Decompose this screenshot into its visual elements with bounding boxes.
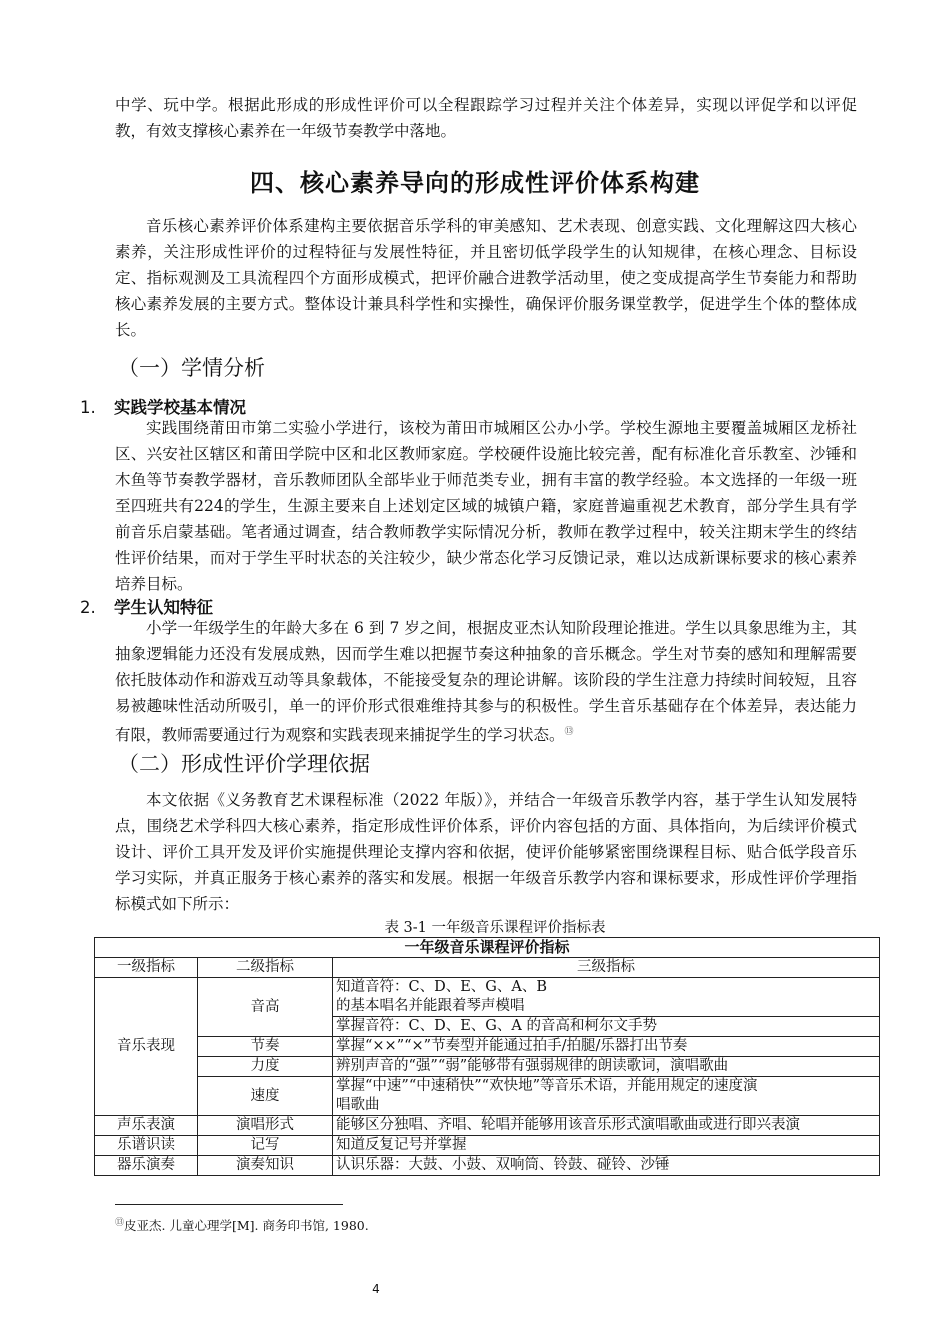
table-title: 一年级音乐课程评价指标 — [95, 938, 880, 958]
table-row — [95, 1077, 880, 1116]
cognition-text: 小学一年级学生的年龄大多在 6 到 7 岁之间，根据皮亚杰认知阶段理论推进。学生以具象思维为主，其抽象逻辑能力还没有发展成熟，因而学生难以把握节奏这种抽象的音乐概念。学生对节奏的感知和理解需要依托肢体动作和游戏互动等具象载体，不能接受复杂的理论讲解。该阶段的学生注意力持续时间较短，且容易被趣味性活动所吸引，单一的评价形式很难维持其参与的积极性。学生音乐基础存在个体差异，表达能力有限，教师需要通过行为观察和实践表现来捕捉学生的学习状态。 — [115, 619, 857, 745]
level3-cell — [333, 1077, 880, 1116]
table-row — [95, 1156, 880, 1176]
section-paragraph: 音乐核心素养评价体系建构主要依据音乐学科的审美感知、艺术表现、创意实践、文化理解这四大核心素养，关注形成性评价的过程特征与发展性特征，并且密切低学段学生的认知规律，在核心理念、目标设定、指标观测及工具流程四个方面形成模式，把评价融合进教学活动里，使之变成提高学生节奏能力和帮助核心素养发展的主要方式。整体设计兼具科学性和实操性，确保评价服务课堂教学，促进学生个体的整体成长。 — [115, 217, 857, 339]
page-number: 4 — [372, 1282, 380, 1296]
table-row — [95, 1037, 880, 1057]
level2-cell: 演唱形式 — [198, 1116, 333, 1136]
table-caption: 表 3-1 一年级音乐课程评价指标表 — [384, 920, 606, 936]
subsection-title-1: （一）学情分析 — [118, 356, 265, 380]
item-title: 学生认知特征 — [114, 598, 213, 617]
intro-paragraph: 中学、玩中学。根据此形成的形成性评价可以全程跟踪学习过程并关注个体差异，实现以评促学和以评促教，有效支撑核心素养在一年级节奏教学中落地。 — [115, 96, 857, 140]
level3-cell: 掌握音符：C、D、E、G、A 的音高和柯尔文手势 — [333, 1017, 880, 1037]
level3-cell: 掌握“××”“×”节奏型并能通过拍手/拍腿/乐器打出节奏 — [333, 1037, 880, 1057]
item-number: 1. — [80, 398, 96, 417]
level3-line: 唱歌曲 — [336, 1097, 380, 1113]
level2-cell: 音高 — [198, 978, 333, 1037]
level2-cell: 速度 — [198, 1077, 333, 1116]
table-row — [95, 1116, 880, 1136]
footnote-reference: ⑬ — [564, 727, 574, 737]
item-title: 实践学校基本情况 — [114, 398, 246, 417]
level1-cell: 乐谱识读 — [95, 1136, 198, 1156]
footnote — [115, 1215, 369, 1234]
level3-cell: 认识乐器：大鼓、小鼓、双响筒、铃鼓、碰铃、沙锤 — [333, 1156, 880, 1176]
column-header: 一级指标 — [95, 958, 198, 978]
table-row — [95, 978, 880, 1017]
subsection-title-2: （二）形成性评价学理依据 — [118, 752, 370, 776]
table-header-row — [95, 958, 880, 978]
level3-line: 的基本唱名并能跟着琴声模唱 — [336, 998, 525, 1014]
level2-cell: 力度 — [198, 1057, 333, 1077]
footnote-divider — [115, 1204, 343, 1205]
table-row — [95, 1057, 880, 1077]
table-title-row — [95, 938, 880, 958]
section-title: 四、核心素养导向的形成性评价体系构建 — [250, 169, 700, 197]
level3-cell — [333, 978, 880, 1017]
level1-cell: 音乐表现 — [95, 978, 198, 1116]
column-header: 三级指标 — [333, 958, 880, 978]
cognition-paragraph — [115, 615, 857, 748]
level3-line: 知道音符：C、D、E、G、A、B — [336, 979, 548, 995]
level3-cell: 辨别声音的“强”“弱”能够带有强弱规律的朗读歌词，演唱歌曲 — [333, 1057, 880, 1077]
level2-cell: 节奏 — [198, 1037, 333, 1057]
evaluation-indicator-table — [94, 937, 880, 1176]
table-row — [95, 1136, 880, 1156]
level1-cell: 声乐表演 — [95, 1116, 198, 1136]
level1-cell: 器乐演奏 — [95, 1156, 198, 1176]
level3-cell: 能够区分独唱、齐唱、轮唱并能够用该音乐形式演唱歌曲或进行即兴表演 — [333, 1116, 880, 1136]
column-header: 二级指标 — [198, 958, 333, 978]
level3-line: 掌握“中速”“中速稍快”“欢快地”等音乐术语，并能用规定的速度演 — [336, 1078, 758, 1094]
footnote-text: 皮亚杰. 儿童心理学[M]. 商务印书馆, 1980. — [124, 1218, 369, 1234]
school-info-paragraph: 实践围绕莆田市第二实验小学进行，该校为莆田市城厢区公办小学。学校生源地主要覆盖城厢区龙桥社区、兴安社区辖区和莆田学院中区和北区教师家庭。学校硬件设施比较完善，配有标准化音乐教室、沙锤和木鱼等节奏教学器材，音乐教师团队全部毕业于师范类专业，拥有丰富的教学经验。本文选择的一年级一班至四班共有224的学生，生源主要来自上述划定区域的城镇户籍，家庭普遍重视艺术教育，部分学生具有学前音乐启蒙基础。笔者通过调查，结合教师教学实际情况分析，教师在教学过程中，较关注期末学生的终结性评价结果，而对于学生平时状态的关注较少，缺少常态化学习反馈记录，难以达成新课标要求的核心素养培养目标。 — [115, 419, 857, 593]
level3-cell: 知道反复记号并掌握 — [333, 1136, 880, 1156]
basis-paragraph: 本文依据《义务教育艺术课程标准（2022 年版）》，并结合一年级音乐教学内容，基于学生认知发展特点，围绕艺术学科四大核心素养，指定形成性评价体系，评价内容包括的方面、具体指向，为后续评价模式设计、评价工具开发及评价实施提供理论支撑内容和依据，使评价能够紧密围绕课程目标、贴合低学段音乐学习实际，并真正服务于核心素养的落实和发展。根据一年级音乐教学内容和课标要求，形成性评价学理指标模式如下所示： — [115, 791, 857, 913]
footnote-mark: ⑬ — [115, 1218, 125, 1228]
item-number: 2. — [80, 598, 96, 617]
level2-cell: 演奏知识 — [198, 1156, 333, 1176]
level2-cell: 记写 — [198, 1136, 333, 1156]
